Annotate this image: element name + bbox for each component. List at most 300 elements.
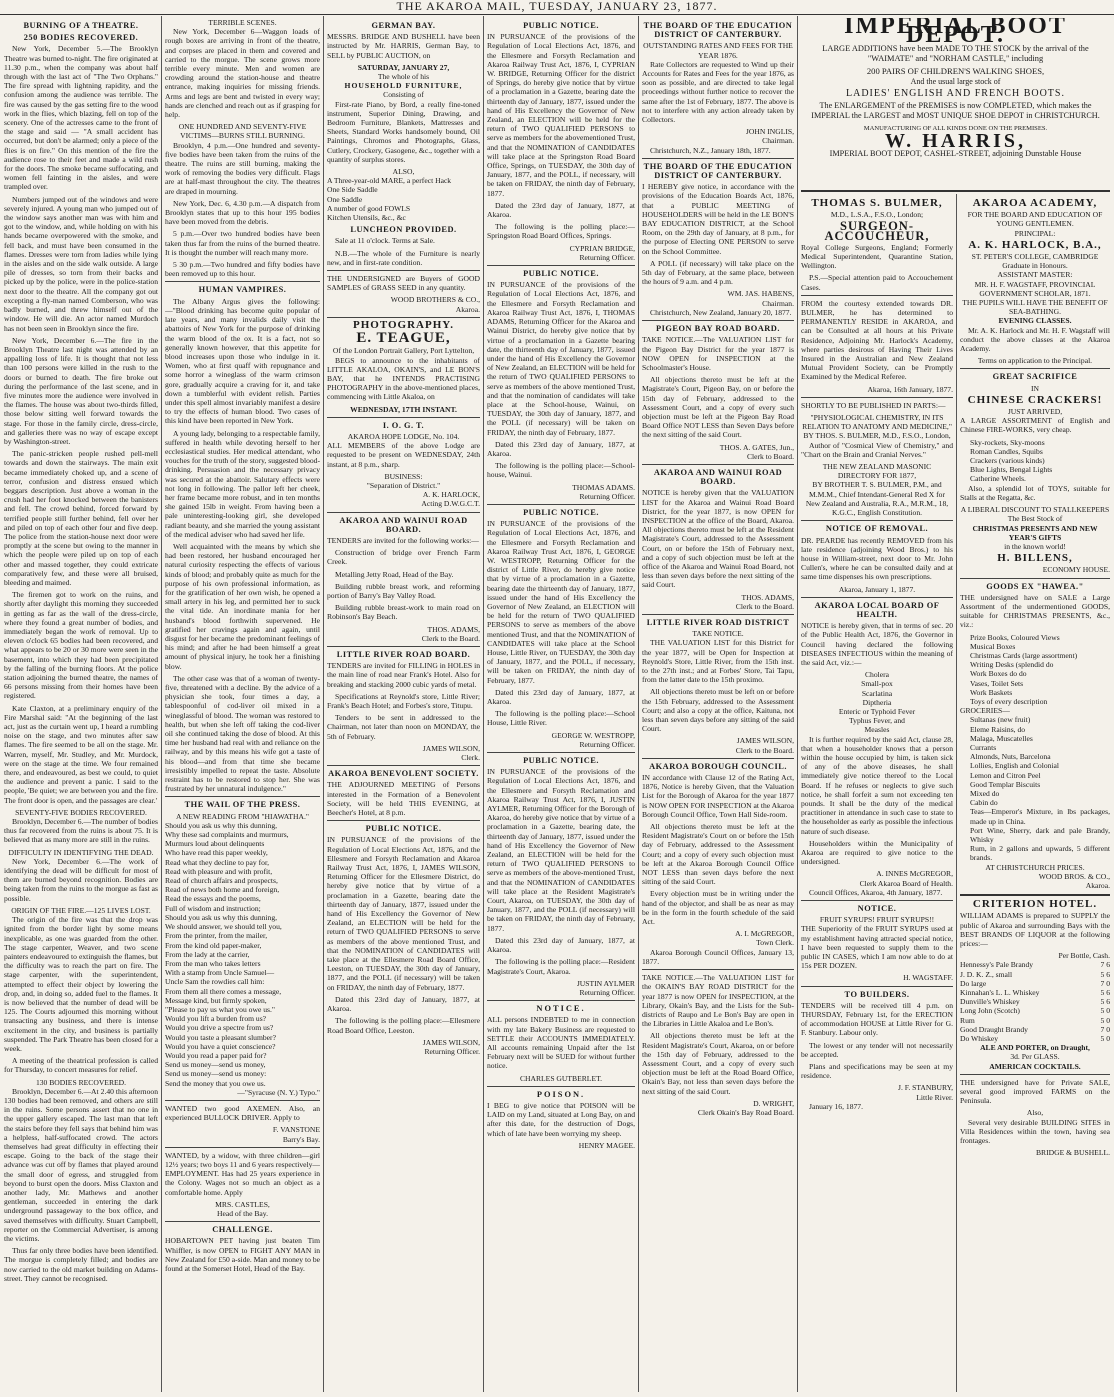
- divider: [642, 614, 794, 615]
- divider: [165, 281, 320, 282]
- ad-text: IN accordance with Clause 12 of the Rating Act, 1876, Notice is hereby Given, that the Valuation List for the Borough of Akaroa for the year 1877 is NOW OPEN FOR INSPECTION at the Akaroa Borough Council Office, Town Hall Side-room.: [642, 773, 794, 819]
- poem-line: From the printer, from the mailer,: [165, 931, 268, 941]
- column-rule: [483, 16, 484, 1392]
- ad-text: WANTED two good AXEMEN. Also, an experienced BULLOCK DRIVER. Apply to: [165, 1103, 320, 1123]
- ad-text: Rate Collectors are requested to Wind up their Accounts for Rates and Fees for the year 1876, as soon as possible, and are directed to take legal proceedings without further notice to recover the same after the 1st of February, 1877. The above is not to interfere with any action already taken by Collectors.: [642, 59, 794, 125]
- ad-heading: LUNCHEON PROVIDED.: [350, 225, 457, 235]
- ad-text: ALL MEMBERS of the above Lodge are requested to be present on WEDNESDAY, 24th instant, at 8 p.m., sharp.: [327, 441, 480, 469]
- ad-heading: PUBLIC NOTICE.: [523, 756, 599, 766]
- headline-wail-of-press: THE WAIL OF THE PRESS.: [184, 800, 301, 810]
- poem-line: Read of news both home and foreign,: [165, 885, 280, 895]
- poem-line: We should answer, we should tell you,: [165, 922, 282, 932]
- article-paragraph: The origin of the fire was that the drop was ignited from the border light by some means inexplicable, as one was guarded from the other. The stage carpenter, Weaver, and two scene painters endeavoured to extinguish the flames, but the difficulty was to reach the part on fire. The stage carpenter, with the superintendent, attempted to effect their object by lowering the drop, and, in doing so, added fuel to the flames. It is now believed that the number of dead will be 125. The Courts adjourned this morning without transacting any business, and there is intense excitement in the city, and business is partially suspended. The Park Theatre has been closed for a week.: [4, 915, 158, 1053]
- goods-list: [960, 633, 1110, 707]
- poem-line: Would you read a paper paid for?: [165, 1050, 267, 1060]
- ad-heading: PUBLIC NOTICE.: [523, 507, 599, 517]
- ad-text: M.D., L.S.A., F.S.O., London;: [830, 210, 924, 220]
- list-item: Cabin do: [970, 798, 998, 808]
- ad-text: TENDERS are invited for the following works:—: [327, 535, 479, 545]
- ad-heading: NOTICE.: [536, 1004, 586, 1014]
- price-item: Dunville's Whiskey: [960, 997, 1020, 1007]
- price-value: 5 0: [1100, 1015, 1110, 1025]
- ad-text: 200 PAIRS OF CHILDREN'S WALKING SHOES,: [866, 66, 1045, 77]
- masthead: THE AKAROA MAIL, TUESDAY, JANUARY 23, 1877.: [0, 0, 1114, 15]
- price-header: Per Bottle, Cash.: [1058, 951, 1110, 961]
- ad-text: IN PURSUANCE of the provisions of the Regulation of Local Elections Act, 1876, and the Ellesmere and Forsyth Reclamation and Akaroa Railway Trust Act, 1876, I, JAMES WILSON, Returning Officer for the Ellesmere District, do hereby give notice that by virtue of a proclamation in a Gazette, bearing date the thirteenth day of January, 1877, issued under the hand of His Excellency the Governor of New Zealand, an ELECTION will be held for the return of TWO QUALIFIED PERSONS to serve as members of the above mentioned Trust, and that the NOMINATION of CANDIDATES will take place at the Ellesmere Road Board Office, Leeston, on TUESDAY, the 30th day of January, 1877, and the POLL (if necessary) will be taken on FRIDAY, the ninth day of February, 1877.: [327, 835, 480, 992]
- price-value: 5 6: [1100, 988, 1110, 998]
- ad-signature: MRS. CASTLES, Head of the Bay.: [215, 1199, 270, 1218]
- diseases-list: [801, 670, 953, 734]
- ad-text: The whole of his: [377, 72, 430, 82]
- ad-signature: THOS. ADAMS, Clerk to the Board.: [735, 592, 794, 611]
- ad-text: MESSRS. BRIDGE AND BUSHELL have been instructed by Mr. HARRIS, German Bay, to SELL by PUBLIC AUCTION, on: [327, 32, 480, 60]
- ad-text: TENDERS are invited for FILLING in HOLES in the main line of road near Frank's Hotel. Also for breaking and stacking 2000 cubic yards of metal.: [327, 661, 480, 689]
- ad-text: Householders within the Municipality of Akaroa are required to give notice to the undersigned.: [801, 838, 953, 867]
- article-paragraph: Kate Claxton, at a preliminary enquiry of the Fire Marshal said: "At the beginning of the last act, just as the curtain went up, I heard a rumbling noise on the stage, and two minutes after saw flames. The fire seemed to be all on the stage. Mr. Warren, myself, Mr. Studley, and Mr. Murdock, were on the stage at the time. We four remained there, and endeavoured, as best we could, to quiet the audience and prevent a panic. I said to the people, 'Be quiet; we are between you and the fire. The front door is open, and the passages are clear.': [4, 703, 158, 805]
- column-rule: [956, 194, 957, 1392]
- price-value: 5 0: [1100, 1034, 1110, 1044]
- ad-text: CHRISTMAS PRESENTS AND NEW YEAR'S GIFTS: [972, 523, 1098, 542]
- ad-text: Akaroa Borough Council Offices, January 13, 1877.: [642, 947, 794, 966]
- headline-bulmer: THOMAS S. BULMER,: [811, 197, 943, 209]
- list-item: Catherine Wheels.: [970, 474, 1026, 484]
- ad-text: Council Offices, Akaroa, 4th January, 1877.: [809, 887, 943, 897]
- headline-human-vampires: HUMAN VAMPIRES.: [198, 285, 287, 295]
- ad-text: JUST ARRIVED,: [1007, 407, 1063, 417]
- divider: [327, 417, 480, 418]
- ad-text: Specifications at Reynold's store, Little River; Frank's Beach Hotel; and Forbes's store, Titupu.: [327, 691, 480, 710]
- poem-line: Murmurs loud about delinquents: [165, 839, 265, 849]
- ad-text: HOBARTOWN PET having just beaten Tim Whiffler, is now OPEN to FIGHT ANY MAN in New Zealand for £50 a-side. Man and money to be found at the Somerset Hotel, Head of the Bay.: [165, 1236, 320, 1273]
- poem-line: From the man who takes letters: [165, 958, 261, 968]
- ad-heading: NOTICE.: [857, 904, 897, 914]
- ad-heading: GOODS EX "HAWEA.": [986, 581, 1084, 591]
- ad-text: IN PURSUANCE of the provisions of the Regulation of Local Elections Act, 1876, and the Ellesmere and Forsyth Reclamation and Akaroa Railway Trust Act, 1876, I, CYPRIAN W. BRIDGE, Returning Officer for the district of Springs, do hereby give notice that by virtue of a proclamation in a Gazette, bearing date the thirteenth day of January, 1877, issued under the hand of His Excellency the Governor of New Zealand, an ELECTION will be held for the return of TWO QUALIFIED PERSONS to serve as members for the abovementioned Trust, and that the NOMINATION of CANDIDATES will take place at the Springston Road Board Office, Springs, on TUESDAY, the 30th day of January, 1877, and the POLL, if necessary, will be taken on FRIDAY, the ninth day of February, 1877.: [487, 32, 635, 198]
- headline-criterion-hotel: CRITERION HOTEL.: [972, 898, 1098, 911]
- ad-date: WEDNESDAY, 17TH INSTANT.: [350, 404, 457, 414]
- ad-text: WANTED, by a widow, with three children—girl 12½ years; two boys 11 and 6 years respectively—EMPLOYMENT. Has had 25 years experience in the Colony. Wages not so much an object as a comfortable home. Apply: [165, 1150, 320, 1197]
- price-value: 7 0: [1100, 978, 1110, 988]
- ad-text: A LARGE ASSORTMENT of English and Chinese FIRE-WORKS, very cheap.: [960, 416, 1110, 435]
- ad-signature: JAMES WILSON, Clerk to the Board.: [735, 736, 794, 755]
- boot-depot-ad: [801, 18, 1110, 188]
- ad-text: FRUIT SYRUPS! FRUIT SYRUPS!!: [819, 915, 935, 925]
- divider: [960, 894, 1110, 896]
- ad-text: THE UNDERSIGNED are Buyers of GOOD SAMPLES of GRASS SEED in any quantity.: [327, 274, 480, 293]
- ad-text: PRINCIPAL:: [1014, 228, 1056, 238]
- list-item: Currants: [970, 742, 997, 752]
- ad-text: Also,: [1026, 1108, 1044, 1118]
- list-item: Scarlatina: [861, 688, 893, 698]
- divider: [327, 270, 480, 271]
- article-paragraph: Brooklyn, December 6.—At 2.40 this afternoon 130 bodies had been removed, and others are still in the ruins. Some persons assert that no one in the upper gallery escaped. The last man that left the stairs before they fell says that behind him was a helpless, half-suffocated crowd. The actors themselves had great difficulty in effecting their escape. Going to the back of the stage their advance was cut off by flames that played around the small door of egress, and struggled from beyond to burst open the doors. Miss Claxton and another lady, Mr. Mathews and another gentleman, succeeded in entering the dark underground passageway to the box office, and saved themselves with difficulty. Stuart Campbell, reporter on the Commercial Advertiser, is among the victims.: [4, 1086, 158, 1243]
- ad-text: BY THOS. S. BULMER, M.D., F.S.O., London,: [803, 431, 951, 441]
- article-paragraph: Thus far only three bodies have been identified. The morgue is completely filled; and bodies are now carried to the old market building on Adams-street. They cannot be recognised.: [4, 1246, 158, 1283]
- ad-text: Building rubble breast-work to main road on Robinson's Bay Beach.: [327, 603, 480, 622]
- list-item: Lollies, English and Colonial: [970, 761, 1060, 771]
- price-item: Kinnahan's L. L. Whiskey: [960, 988, 1040, 998]
- ad-text: Dated this 23rd day of January, 1877, at Akaroa.: [487, 439, 635, 458]
- poem-line: Send us money—send us money,: [165, 1060, 266, 1070]
- ad-signature: WOOD BROTHERS & CO., Akaroa.: [390, 295, 480, 314]
- article-paragraph: The Albany Argus gives the following:—"Blood drinking has become quite popular of late years, and many invalids daily visit the abattoirs of New York for the purpose of drinking the warm blood of the ox. It is a fact, not so generally known however, that this appetite for blood increases upon those who indulge in it. Women, who at first quaff with repugnance and some horror a wineglass of the warm crimson gore, gradually acquire a craving for it, and take down a tumblerful with evident relish. Parties under this spell almost invariably manifest a desire to try the effects of human blood. Two cases of this kind have been reported in New York.: [165, 296, 320, 426]
- ad-text: LADIES' ENGLISH AND FRENCH BOOTS.: [846, 87, 1065, 99]
- ad-text: The Best Stock of: [1007, 514, 1063, 524]
- list-item: Typhus Fever, and: [849, 716, 905, 726]
- ad-text: NOTICE is hereby given, that in terms of sec. 20 of the Public Health Act, 1876, the Governor in Council having declared the following DISEASES INFECTIOUS within the meaning of the said Act, viz.:—: [801, 621, 953, 667]
- ad-signature: JUSTIN AYLMER Returning Officer.: [576, 978, 635, 997]
- ad-text: DR. PEARDE has recently REMOVED from his late residence (adjoining Wood Bros.) to his house in William-street, next door to Mr. John Cullen's, where he can be consulted daily and at same time dispenses his own prescriptions.: [801, 535, 953, 582]
- ad-heading: PUBLIC NOTICE.: [523, 21, 599, 30]
- ad-text: ALSO,: [392, 167, 415, 177]
- ad-text: IMPERIAL BOOT DEPOT, CASHEL-STREET, adjoining Dunstable House: [829, 149, 1082, 159]
- headline-teague: E. TEAGUE,: [356, 330, 451, 347]
- ad-text: And the usual large stock of: [910, 76, 1001, 86]
- ad-signature: Akaroa, 16th January, 1877.: [867, 384, 953, 394]
- price-item: J. D. K. Z., small: [960, 969, 1013, 979]
- ad-text: The following is the polling place:—School House, Little River.: [487, 709, 635, 728]
- ad-text: EVENING CLASSES.: [998, 316, 1072, 326]
- ad-date: SATURDAY, JANUARY 27,: [357, 62, 450, 72]
- ad-heading: THE NEW ZEALAND MASONIC DIRECTORY FOR 1877,: [822, 462, 932, 481]
- divider: [327, 646, 480, 647]
- ad-text: The ENLARGEMENT of the PREMISES is now COMPLETED, which makes the IMPERIAL the LARGEST and MOST UNIQUE SHOE DEPOT in CHRISTCHURCH.: [811, 101, 1100, 121]
- poem-line: Uncle Sam the rowdies call him:: [165, 977, 265, 987]
- article-paragraph: New York, December 6—Waggon loads of rough boxes are arriving in front of the theatre, and corpses are placed in them and covered and carried to the morgue. The scene grows more terrible every minute. Men and women are crowding around the station-house and theatre entrance, making inquiries for missing friends. Arms and legs are bent and twisted in every way; hands are clenched and reach out as if grasping for help.: [165, 27, 320, 120]
- ad-signature: D. WRIGHT, Clerk Okain's Bay Road Board.: [697, 1098, 794, 1117]
- article-paragraph: New York, December 5.—The Brooklyn Theatre was burned to-night. The fire originated at 11.30 p.m., when the company was about half through with the last act of "The Two Orphans." The fire spread with lightning rapidity, and the confusion among the audience was terrible. The fire was caused by the gas setting fire to the wood work in the flies, which blazing, fell on top of the scenery. One of the actresses came to the front of the stage and said — "A small accident has occurred, but don't be alarmed; only a piece of the flies is on fire." On this mention of the fire the audience rose to their feet and made a wild rush for the doors. The smoke became suffocating, and women fell fainting in the aisles, and were trampled over.: [4, 44, 158, 192]
- divider: [327, 317, 480, 318]
- ad-signature: JAMES WILSON, Returning Officer.: [422, 1037, 480, 1056]
- list-item: Almonds, Nuts, Barcelona: [970, 752, 1051, 762]
- ad-text: FOR THE BOARD AND EDUCATION OF YOUNG GENTLEMEN.: [967, 210, 1103, 229]
- poem-line: Message kind, but firmly spoken,: [165, 995, 267, 1005]
- article-paragraph: A young lady, belonging to a respectable family, suffered in health while devoting herself to her ecclesiastical studies. Her medical attendant, who vouches for the truth of the story, suggested blood-drinking. Persuasion and the necessary privacy was secured at the abattoir. Salutary effects were not long in following. The pallor left her cheek, her frame became more robust, and in ten months she gained 15lb in weight. From having been a pale uninteresting-looking girl, she developed radiant beauty, and she married the young assistant of the medical adviser who had saved her life.: [165, 428, 320, 539]
- ad-signature: J. F. STANBURY, Little River.: [898, 1083, 953, 1102]
- headline-burning-theatre: BURNING OF A THEATRE.: [23, 21, 139, 30]
- ad-heading: PUBLIC NOTICE.: [523, 269, 599, 279]
- subhead: ORIGIN OF THE FIRE.—125 LIVES LOST.: [11, 905, 151, 915]
- price-value: 5 6: [1100, 969, 1110, 979]
- ad-signature: F. VANSTONE Barry's Bay.: [272, 1125, 320, 1144]
- ad-signature: WM. JAS. HABENS, Chairman.: [727, 289, 794, 308]
- ad-heading: AKAROA AND WAINUI ROAD BOARD.: [653, 467, 783, 487]
- column-1: [4, 18, 158, 1390]
- poem-line: From them all there comes a message,: [165, 986, 282, 996]
- poem-line: Read the essays and the poems,: [165, 894, 261, 904]
- column-rule: [638, 16, 639, 1392]
- article-paragraph: A meeting of the theatrical profession is called for Thursday, to concert measures for relief.: [4, 1056, 158, 1075]
- poem-line: Would you lift a burden from us?: [165, 1014, 267, 1024]
- article-paragraph: 5 30 p.m.—Two hundred and fifty bodies have been removed up to this hour.: [165, 260, 320, 279]
- ad-text: NOTICE is hereby given that the VALUATION LIST for the Akaroa and Wainui Road Board District, for the year 1877, is now OPEN for INSPECTION at the office of the Board, Akaroa. All objections thereto must be left at the Resident Magistrate's Court, addressed to the Assessment Court, on or before the 15th of February next, and a copy of such objection must be left at the office of the Akaroa and Wainui Road Board, not less than seven days before the next sitting of the said Court.: [642, 488, 794, 590]
- poem-line: Read of church affairs and prospects,: [165, 876, 278, 886]
- subhead: A NEW READING FROM "HIAWATHA.": [175, 811, 310, 821]
- ad-text: ST. PETER'S COLLEGE, CAMBRIDGE Graduate in Honours.: [971, 252, 1099, 271]
- list-item: Work Boxes do do: [970, 669, 1027, 679]
- divider: [642, 969, 794, 970]
- ad-signature: H. WAGSTAFF.: [903, 973, 953, 983]
- ad-text: It is further required by the said Act, clause 28, that when a householder knows that a person within the house occupied by him, is taken sick of any of the above diseases, he shall immediately give notice thereof to the Local Board. If he refuses or neglects to give such notice, he shall forfeit a sum not exceeding ten pounds. It shall be the duty of the medical practitioner in attendance in such case to state to the householder as early as possible the infectious nature of such disease.: [801, 734, 953, 836]
- column-7: [960, 196, 1110, 1390]
- list-item: Diptheria: [862, 697, 892, 707]
- divider: [960, 578, 1110, 579]
- price-row: [960, 997, 1110, 1006]
- ad-text: THE ADJOURNED MEETING of Persons interested in the Formation of a Benevolent Society, will be held THIS EVENING, at Beecher's Hotel, at 8 p.m.: [327, 780, 480, 818]
- ad-text: GROCERIES—: [960, 706, 1010, 716]
- list-item: Sky-rockets, Sky-moons: [970, 437, 1045, 447]
- headline-photography: PHOTOGRAPHY.: [353, 318, 454, 331]
- ad-text: "Separation of District.": [366, 480, 441, 490]
- liquor-price-list: [960, 960, 1110, 1043]
- list-item: Lemon and Citron Peel: [970, 770, 1041, 780]
- headline-billens: H. BILLENS,: [997, 552, 1073, 565]
- ad-text: THE Superiority of the FRUIT SYRUPS used at my establishment having attracted special notice, I have been requested to supply them to the public IN CASES, which I am now able to do at 15s PER DOZEN.: [801, 924, 953, 971]
- ad-text: BEGS to announce to the inhabitants of LITTLE AKALOA, OKAIN'S, and LE BON'S BAY, that he INTENDS PRACTISING PHOTOGRAPHY in the above-mentioned places, commencing with Little Akaloa, on: [327, 355, 480, 402]
- ad-text: FROM the courtesy extended towards DR. BULMER, he has determined to PERMANENTLY RESIDE in AKAROA, and can be Consulted at all hours at his Private Residence, Adjoining Mr. Harlock's Academy, where parties desirous of Having Their Lives Insured in the Australian and New Zealand Mutual Provident Society, can be Promptly Examined by the Medical Referee.: [801, 298, 953, 382]
- subhead: SEVENTY-FIVE BODIES RECOVERED.: [15, 807, 147, 817]
- price-value: 7 0: [1100, 1024, 1110, 1034]
- ad-text: P.S.—Special attention paid to Accouchement Cases.: [801, 273, 953, 292]
- ad-text: Every objection must be in writing under the hand of the objector, and shall be as near as may be in the form in the fourth schedule of the said Act.: [642, 889, 794, 927]
- divider: [165, 796, 320, 797]
- divider: [327, 765, 480, 766]
- list-item: Small-pox: [861, 679, 893, 689]
- subhead: 130 BODIES RECOVERED.: [35, 1077, 127, 1087]
- price-row: [960, 988, 1110, 997]
- ad-text: The following is the polling place:—Springston Road Board Offices, Springs.: [487, 222, 635, 241]
- price-item: Rum: [960, 1015, 975, 1025]
- list-item: Good Templar Biscuits: [970, 779, 1041, 789]
- ad-text: TENDERS will be received till 4 p.m. on THURSDAY, February 1st, for the ERECTION of accommodation HOUSE at Little River for G. F. Stanbury. Labour only.: [801, 1000, 953, 1038]
- list-item: Toys of every description: [970, 696, 1048, 706]
- ad-heading: POISON.: [536, 1089, 586, 1099]
- ad-text: Royal College Surgeons, England; Formerly Medical Superintendent, Quarantine Station, Wellington.: [801, 242, 953, 271]
- list-item: A number of good FOWLS: [327, 203, 411, 213]
- ad-text: Building rubble breast work, and reforming portion of Barry's Bay Valley Road.: [327, 581, 480, 600]
- ad-text: Sale at 11 o'clock. Terms at Sale.: [335, 236, 435, 246]
- list-item: Enteric or Typhoid Fever: [838, 706, 916, 716]
- ad-heading: PIGEON BAY ROAD BOARD.: [656, 324, 780, 334]
- ad-signature: JOHN INGLIS, Chairman.: [745, 127, 794, 146]
- ad-text: MR. H. F. WAGSTAFF, PROVINCIAL GOVERNMENT SCHOLAR, 1871.: [974, 279, 1096, 298]
- subhead: DIFFICULTY IN IDENTIFYING THE DEAD.: [8, 847, 154, 857]
- poem-line: Would you drive a spectre from us?: [165, 1023, 274, 1033]
- subhead: TERRIBLE SCENES.: [208, 18, 277, 27]
- list-item: Work Baskets: [970, 687, 1013, 697]
- ad-text: IN PURSUANCE of the provisions of the Regulation of Local Elections Act, 1876, and the Ellesmere and Forsyth Reclamation and Akaroa Railway Trust Act, 1876, I, THOMAS ADAMS, Returning Officer for the Akaroa and Wainui District, do hereby give notice that by virtue of a proclamation in a Gazette bearing date, the thirteenth day of January, 1877, issued under the hand of His Excellency the Governor of New Zealand, an ELECTION will be held for the return of TWO QUALIFIED PERSONS to serve as members of the above mentioned Trust, and that the nomination of candidates will take place at the School-house, Wainui, on TUESDAY, the 30th day of January, 1877, and the POLL (if necessary) will be taken on FRIDAY, the ninth day of February, 1877.: [487, 280, 635, 437]
- column-5: [642, 18, 794, 1390]
- price-value: 5 0: [1100, 1006, 1110, 1016]
- ad-text: THE undersigned have on SALE a Large Assortment of the undermentioned GOODS, suitable for CHRISTMAS PRESENTS, &c., viz.:: [960, 592, 1110, 630]
- list-item: Crackers (various kinds): [970, 456, 1045, 466]
- ad-text: TAKE NOTICE.—The VALUATION LIST for the OKAIN'S BAY ROAD DISTRICT for the year 1877 is now OPEN for INSPECTION, at the Library, Okain's Bay, and the Lists for the Sub-districts of Raupo and Le Bon's Bay are open in the Libraries in Little Akaloa and Le Bon's.: [642, 973, 794, 1029]
- article-paragraph: The other case was that of a woman of twenty-five, threatened with a decline. By the advice of a physician she took, four times a day, a tablespoonful of cod-liver oil mixed in a wineglassful of blood. The woman was restored to health, but when she left off taking the cod-liver oil she continued taking the dose of blood. At this time her husband had real with and reliance on the railway, and by this means his wife got a taste of his blood—and from that time she became irresistibly impelled to repeat the taste. Absolute restraint has to be restored to stop her. She was frustrated by her unnatural indulgence.": [165, 673, 320, 794]
- ad-text: First-rate Piano, by Bord, a really fine-toned instrument, Superior Dining, Drawing, and Bedroom Furniture, Blankets, Mattresses and Sheets, Standard Works handsomely bound, Oil Paintings, Chromos and Photographs, Glass, Cutlery, Crockery, Gasogene, &c., together with a quantity of surplus stores.: [327, 99, 480, 164]
- list-item: Eleme Raisins, do: [970, 724, 1026, 734]
- price-row: [960, 960, 1110, 969]
- ad-text: Also, a splendid lot of TOYS, suitable for Stalls at the Regatta, &c.: [960, 483, 1110, 502]
- divider: [801, 295, 953, 296]
- price-item: Long John (Scotch): [960, 1006, 1020, 1016]
- price-value: 7 6: [1100, 960, 1110, 970]
- ad-text: IN: [1030, 383, 1039, 393]
- poem-line: Should you ask us why this dunning,: [165, 912, 278, 922]
- ad-text: A POLL (if necessary) will take place on the 5th day of February, at the same place, between the hours of 9 a.m. and 4 p.m.: [642, 258, 794, 287]
- ad-heading: LITTLE RIVER ROAD DISTRICT: [646, 617, 790, 627]
- poem-line: Send the money that you owe us.: [165, 1078, 266, 1088]
- divider: [487, 1086, 635, 1087]
- ad-heading: AKAROA BOROUGH COUNCIL.: [649, 761, 787, 771]
- ad-text: The following is the polling place:—Ellesmere Road Board Office, Leeston.: [327, 1016, 480, 1035]
- ad-signature: THOS. A. GATES, Jun., Clerk to Board.: [719, 442, 794, 461]
- ad-signature: HENRY MAGEE.: [578, 1140, 635, 1150]
- ad-heading: AKAROA BENEVOLENT SOCIETY.: [328, 769, 479, 779]
- price-row: [960, 970, 1110, 979]
- ad-signature: BRIDGE & BUSHELL.: [1035, 1148, 1110, 1158]
- price-value: 5 6: [1100, 997, 1110, 1007]
- list-item: Port Wine, Sherry, dark and pale Brandy, Whisky: [970, 825, 1110, 844]
- divider: [801, 900, 953, 901]
- ad-text: WILLIAM ADAMS is prepared to SUPPLY the public of Akaroa and surrounding Bays with the BEST BRANDS OF LIQUOR at the following prices:—: [960, 911, 1110, 949]
- headline-surgeon: SURGEON-ACCOUCHEUR,: [824, 219, 930, 243]
- poem-line: From the lady at the carrier,: [165, 949, 250, 959]
- divider: [801, 397, 953, 398]
- price-row: [960, 1006, 1110, 1015]
- ad-heading: HOUSEHOLD FURNITURE,: [344, 81, 463, 91]
- ad-signature: A. INNES McGREGOR, Clerk Akaroa Board of Health.: [859, 869, 953, 888]
- column-rule: [797, 16, 798, 1392]
- ad-text: Dated this 23rd day of January, 1877, at Akaroa.: [487, 687, 635, 707]
- list-item: Christmas Cards (large assortment): [970, 650, 1078, 660]
- price-row: [960, 1034, 1110, 1043]
- ad-text: AMERICAN COCKTAILS.: [989, 1061, 1081, 1071]
- poem-line: Why these sad complaints and murmurs,: [165, 830, 289, 840]
- ad-text: Dated the 23rd day of January, 1877, at Akaroa.: [487, 200, 635, 220]
- poem-line: From the kind old paper-maker,: [165, 940, 262, 950]
- ad-heading: AKAROA HOPE LODGE, No. 104.: [347, 431, 460, 441]
- price-row: [960, 979, 1110, 988]
- ad-text: All objections thereto must be left at the Magistrate's Court, Pigeon Bay, on or before the 15th day of February, addressed to the Assessment Court, and a copy of every such objection must be left at the Pigeon Bay Road Board Office NOT LESS than Seven Days before the next sitting of the said Court.: [642, 375, 794, 440]
- ad-text: AT CHRISTCHURCH PRICES.: [985, 862, 1085, 872]
- poem-line: Would you have a quiet conscience?: [165, 1041, 276, 1051]
- price-row: [960, 1016, 1110, 1025]
- poem-line: Read what they decline to pay for,: [165, 857, 270, 867]
- poem-line: Should you ask us why this dunning,: [165, 820, 278, 830]
- list-item: Roman Candles, Squibs: [970, 446, 1043, 456]
- list-item: One Side Saddle: [327, 185, 378, 195]
- subhead: ONE HUNDRED AND SEVENTY-FIVE VICTIMS—BURNS STILL BURNING.: [178, 122, 307, 141]
- ad-subheading: TAKE NOTICE.: [692, 629, 744, 639]
- divider: [960, 368, 1110, 369]
- ad-text: N.B.—The whole of the Furniture is nearly new, and in first-rate condition.: [327, 248, 480, 267]
- ad-text: The following is the polling place:—School-house, Wainui.: [487, 461, 635, 480]
- column-rule: [323, 16, 324, 1392]
- article-paragraph: The panic-stricken people rushed pell-mell towards and down the stairways. The main exit became immediately choked up, and a scene of terror, confusion and distress ensued which beggars description. Just above a woman in the crush had her foot knocked between the banisters and fell. The crowd behind, forced forward by terrified people still further behind, fell over her and piled on top of each other four and five deep. The police from the station-house next door were promptly at the scene but owing to the manner in which the people were piled up on top of each other and massed together, they could extricate comparatively few, and these were all bruised, bleeding and maimed.: [4, 449, 158, 587]
- ad-heading: PUBLIC NOTICE.: [365, 824, 442, 834]
- price-item: Hennessy's Pale Brandy: [960, 960, 1034, 970]
- sale-items-list: [327, 176, 480, 222]
- list-item: Sultanas (new fruit): [970, 715, 1031, 725]
- poem-line: Who have read this paper weekly,: [165, 848, 268, 858]
- ad-text: BY BROTHER T. S. BULMER, P.M., and M.M.M., Chief Intendant-General Red X for New Zealand and Australia, R.A., M.R.M., 18, K.G.C., English Constitution.: [805, 480, 949, 518]
- ad-subheading: OUTSTANDING RATES AND FEES FOR THE YEAR 1876.: [643, 41, 793, 60]
- headline-imperial-boot-depot: IMPERIAL BOOT DEPOT.: [844, 18, 1067, 49]
- headline-german-bay: GERMAN BAY.: [371, 21, 436, 30]
- list-item: Teas—Emperor's Mixture, in lbs packages, made up in China.: [970, 807, 1110, 826]
- ad-heading: THE BOARD OF THE EDUCATION DISTRICT OF CANTERBURY.: [643, 21, 793, 40]
- divider: [801, 520, 953, 521]
- ad-text: Dated this 23rd day of January, 1877, at Akaroa.: [327, 994, 480, 1014]
- divider: [327, 820, 480, 821]
- poem-line: "Please to pay us what you owe us.": [165, 1004, 275, 1014]
- ad-text: THE undersigned have for Private SALE, several good improved FARMS on the Peninsula.: [960, 1077, 1110, 1106]
- ad-text: A LIBERAL DISCOUNT TO STALLKEEPERS: [960, 505, 1110, 515]
- divider: [487, 752, 635, 753]
- price-row: [960, 1025, 1110, 1034]
- ad-text: All objections thereto must be left at the Resident Magistrate's Court, Akaroa, on or before the 15th day of February, addressed to the Assessment Court, and a copy of every such objection must be left at the Road Board Office, Okain's Bay, not less than seven days before the next sitting of the said Court.: [642, 1031, 794, 1096]
- ad-text: LARGE ADDITIONS have been MADE TO THE STOCK by the arrival of the "WAIMATE" and "NORHAM CASTLE," including: [822, 44, 1089, 64]
- list-item: Mixed do: [970, 788, 1000, 798]
- ad-text: Plans and specifications may be seen at my residence.: [801, 1062, 953, 1081]
- ad-signature: THOMAS ADAMS. Returning Officer.: [572, 482, 635, 501]
- ad-heading: LITTLE RIVER ROAD BOARD.: [336, 649, 471, 659]
- divider: [165, 1147, 320, 1148]
- ad-text: January 16, 1877.: [809, 1101, 863, 1111]
- poem-attribution: —"Syracuse (N. Y.) Typo.": [237, 1087, 320, 1097]
- ad-text: ECONOMY HOUSE.: [1042, 565, 1110, 575]
- poem-line: With a stamp from Uncle Samuel—: [165, 968, 275, 978]
- ad-text: Consisting of: [383, 90, 424, 100]
- ad-heading: AKAROA LOCAL BOARD OF HEALTH.: [814, 600, 940, 619]
- ad-signature: A. K. HARLOCK, Acting D.W.G.C.T.: [421, 490, 480, 509]
- ad-signature: JAMES WILSON, Clerk.: [422, 743, 480, 763]
- ad-text: MANUFACTURING OF ALL KINDS DONE ON THE PREMISES.: [863, 125, 1048, 133]
- list-item: One Saddle: [327, 194, 363, 204]
- price-item: Do Whiskey: [960, 1034, 999, 1044]
- ad-signature: CHARLES GUTBERLET.: [519, 1073, 603, 1083]
- list-item: Vases, Toilet Sets: [970, 678, 1024, 688]
- ad-text: 3d. Per GLASS.: [1010, 1052, 1060, 1062]
- divider: [487, 1000, 635, 1001]
- headline-harlock: A. K. HARLOCK, B.A.,: [968, 238, 1102, 251]
- ad-text: Dated this 23rd day of January, 1877, at Akaroa.: [487, 935, 635, 955]
- headline-akaroa-academy: AKAROA ACADEMY,: [972, 197, 1098, 209]
- article-paragraph: Numbers jumped out of the windows and were severely injured. A young man who jumped out of the window says another man was with him and got to the window, and, while holding on with his hands became overpowered with the smoke, and fell back, and must have been consumed in the flames. Dresses were torn from ladies while lying in the aisles and on the side walk outside. A large pile of dresses, so torn from their backs and picked up by the police, were in the police-station next door to the theatre. All the company got out excepting a fly-man named Comberson, who was badly burned, and threw himself out of the window. He will die. An actor named Murdoch has not been seen in Brooklyn since the fire.: [4, 194, 158, 333]
- ad-heading: TO BUILDERS.: [844, 989, 910, 999]
- poem-line: Send us money—send us money:: [165, 1069, 267, 1079]
- headline-w-harris: W. HARRIS,: [885, 130, 1026, 153]
- divider: [801, 986, 953, 987]
- ad-text: IN PURSUANCE of the provisions of the Regulation of Local Elections Act, 1876, and the Ellesmere and Forsyth Reclamation and Akaroa Railway Trust Act, 1876, I, GEORGE W. WESTROPP, Returning Officer for the district of Little River, do hereby give notice that by virtue of a proclamation in a Gazette, bearing date the thirteenth day of January, 1877, issued under the hand of His Excellency the Governor of New Zealand, an ELECTION will be held for the return of TWO QUALIFIED PERSONS to serve as members of the above mentioned Trust, and that the NOMINATION of CANDIDATES will take place at the School House, Little River, on TUESDAY, the 30th day of January, 1877, and the POLL, if necessary, will be taken on FRIDAY, the ninth day of February, 1877.: [487, 519, 635, 685]
- article-paragraph: New York, December 6.—The work of identifying the dead will be difficult for most of them are burned beyond recognition. Bodies are being taken from the ruins to the morgue as fast as possible.: [4, 856, 158, 903]
- ad-text: BUSINESS:: [384, 471, 423, 481]
- price-item: Do large: [960, 978, 987, 988]
- groceries-list: [960, 715, 1110, 862]
- divider: [642, 464, 794, 465]
- headline-chinese-crackers: CHINESE CRACKERS!: [967, 393, 1103, 406]
- ad-text: ASSISTANT MASTER:: [997, 270, 1073, 280]
- list-item: Cholera: [864, 670, 890, 680]
- ad-signature: A. I. McGREGOR, Town Clerk.: [735, 929, 794, 948]
- ad-text: IN PURSUANCE of the provisions of the Regulation of Local Elections Act, 1876, and the Ellesmere and Forsyth Reclamation and Akaroa Railway Trust Act, 1876, I, JUSTIN AYLMER, Returning Officer for the Borough of Akaroa, do hereby give notice that by virtue of a proclamation in a Gazette, bearing date, the thirteenth day of January, 1877, issued under the hand of His Excellency the Governor of New Zealand, an ELECTION will be held for the return of TWO QUALIFIED PERSONS to serve as members of the above-mentioned Trust, and that the NOMINATION of CANDIDATES will take place at the Resident Magistrate's Court, Akaroa, on TUESDAY, the 30th day of January, 1877, and the POLL (if necessary) will be taken on FRIDAY, the ninth day of February, 1877.: [487, 767, 635, 933]
- ad-text: ALE AND PORTER, on Draught,: [980, 1043, 1090, 1053]
- article-paragraph: Brooklyn, December 6.—The number of bodies thus far recovered from the ruins is about 75. It is believed that as many more are still in the ruins.: [4, 817, 158, 845]
- divider: [960, 1074, 1110, 1075]
- ad-text: Author of "Cosmical View of Chemistry," and "Chart on the Brain and Cranial Nerves.": [801, 440, 953, 459]
- list-item: Blue Lights, Bengal Lights: [970, 465, 1053, 475]
- ad-signature: WOOD BROS. & CO., Akaroa.: [1038, 871, 1110, 891]
